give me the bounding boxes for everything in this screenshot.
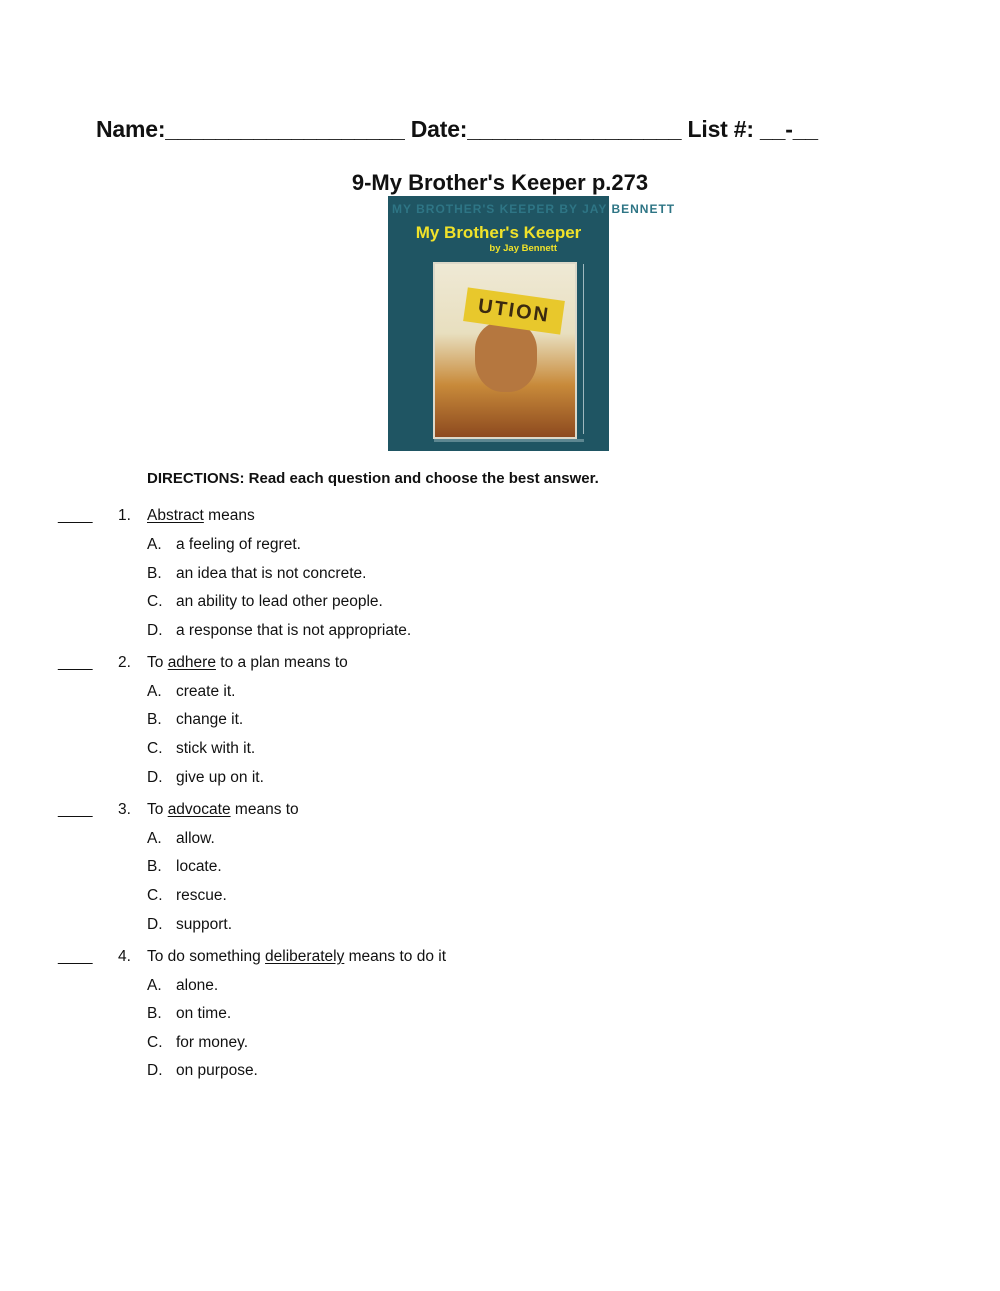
list-number-field[interactable]: List #: __-__ <box>687 116 818 142</box>
option-letter: D. <box>147 915 163 933</box>
answer-option[interactable] <box>0 886 1000 915</box>
question-number: 2. <box>118 653 131 671</box>
question-stem <box>0 947 1000 976</box>
question-text-after: means <box>203 507 255 524</box>
option-letter: A. <box>147 976 162 994</box>
cover-author: by Jay Bennett <box>489 243 557 254</box>
book-cover-image <box>388 196 676 451</box>
cover-ghost-text: MY BROTHER'S KEEPER BY JAY BENNETT <box>392 202 676 216</box>
option-text: a feeling of regret. <box>176 536 301 553</box>
option-letter: D. <box>147 1062 163 1080</box>
answer-option[interactable] <box>0 829 1000 858</box>
option-text: on time. <box>176 1005 232 1023</box>
vocabulary-word: deliberately <box>265 947 345 965</box>
answer-option[interactable] <box>0 710 1000 739</box>
vocabulary-word: adhere <box>167 653 216 671</box>
option-text: on purpose. <box>176 1062 258 1080</box>
question-list <box>0 506 1000 1094</box>
question-number: 1. <box>118 507 131 524</box>
option-text: for money. <box>176 1033 249 1051</box>
option-text: an ability to lead other people. <box>176 593 383 611</box>
option-text: give up on it. <box>176 768 264 786</box>
question-number: 3. <box>118 800 131 818</box>
question-text <box>147 800 299 820</box>
answer-option[interactable] <box>0 564 1000 593</box>
name-field[interactable]: Name:___________________ <box>96 116 405 142</box>
question-1 <box>0 506 1000 649</box>
option-letter: B. <box>147 1005 162 1023</box>
page-title: 9-My Brother's Keeper p.273 <box>351 170 649 195</box>
option-letter: A. <box>147 536 162 553</box>
question-number: 4. <box>118 947 131 965</box>
vocabulary-word: Abstract <box>147 507 204 524</box>
question-4 <box>0 947 1000 1090</box>
option-text: support. <box>176 915 233 933</box>
option-letter: B. <box>147 711 162 729</box>
question-text <box>147 506 255 526</box>
cover-caption <box>434 439 584 442</box>
option-letter: C. <box>147 886 163 904</box>
option-text: rescue. <box>176 886 227 904</box>
option-text: stick with it. <box>176 740 256 758</box>
answer-blank[interactable]: ____ <box>58 800 93 818</box>
directions: DIRECTIONS: Read each question and choose the best answer. <box>147 470 599 487</box>
option-text: create it. <box>176 682 236 700</box>
student-info-header <box>96 116 818 143</box>
option-letter: A. <box>147 682 162 700</box>
answer-option[interactable] <box>0 1033 1000 1062</box>
option-letter: D. <box>147 621 163 639</box>
cover-rail-line <box>583 264 584 434</box>
question-stem <box>0 506 1000 535</box>
answer-blank[interactable]: ____ <box>58 653 93 671</box>
question-3 <box>0 800 1000 943</box>
answer-option[interactable] <box>0 621 1000 650</box>
date-field[interactable]: Date:_________________ <box>410 116 682 142</box>
option-text: alone. <box>176 976 219 994</box>
question-text <box>147 947 446 967</box>
answer-option[interactable] <box>0 857 1000 886</box>
option-letter: C. <box>147 593 163 611</box>
cover-illustration <box>433 262 577 439</box>
question-2 <box>0 653 1000 796</box>
option-letter: C. <box>147 1033 163 1051</box>
question-text-before: To <box>147 653 168 671</box>
caution-tape: UTION <box>463 287 565 334</box>
option-text: allow. <box>176 829 215 847</box>
option-letter: B. <box>147 858 162 876</box>
answer-blank[interactable]: ____ <box>58 947 93 965</box>
boy-face <box>475 322 537 392</box>
question-text-before: To do something <box>147 947 266 965</box>
question-stem <box>0 800 1000 829</box>
option-letter: A. <box>147 829 162 847</box>
answer-option[interactable] <box>0 768 1000 797</box>
option-text: change it. <box>176 711 244 729</box>
answer-option[interactable] <box>0 1061 1000 1090</box>
question-text-after: means to do it <box>344 947 446 965</box>
answer-option[interactable] <box>0 592 1000 621</box>
answer-option[interactable] <box>0 682 1000 711</box>
option-text: locate. <box>176 858 222 876</box>
answer-option[interactable] <box>0 535 1000 564</box>
question-stem <box>0 653 1000 682</box>
option-letter: D. <box>147 768 163 786</box>
question-text <box>147 653 348 673</box>
option-letter: C. <box>147 740 163 758</box>
option-letter: B. <box>147 564 162 582</box>
option-text: an idea that is not concrete. <box>176 564 367 582</box>
option-text: a response that is not appropriate. <box>176 621 412 639</box>
answer-option[interactable] <box>0 915 1000 944</box>
question-text-after: means to <box>230 800 299 818</box>
vocabulary-word: advocate <box>167 800 231 818</box>
cover-book-title: My Brother's Keeper <box>415 223 582 242</box>
question-text-before: To <box>147 800 168 818</box>
question-text-after: to a plan means to <box>215 653 348 671</box>
answer-blank[interactable]: ____ <box>58 507 93 524</box>
answer-option[interactable] <box>0 976 1000 1005</box>
answer-option[interactable] <box>0 739 1000 768</box>
answer-option[interactable] <box>0 1004 1000 1033</box>
